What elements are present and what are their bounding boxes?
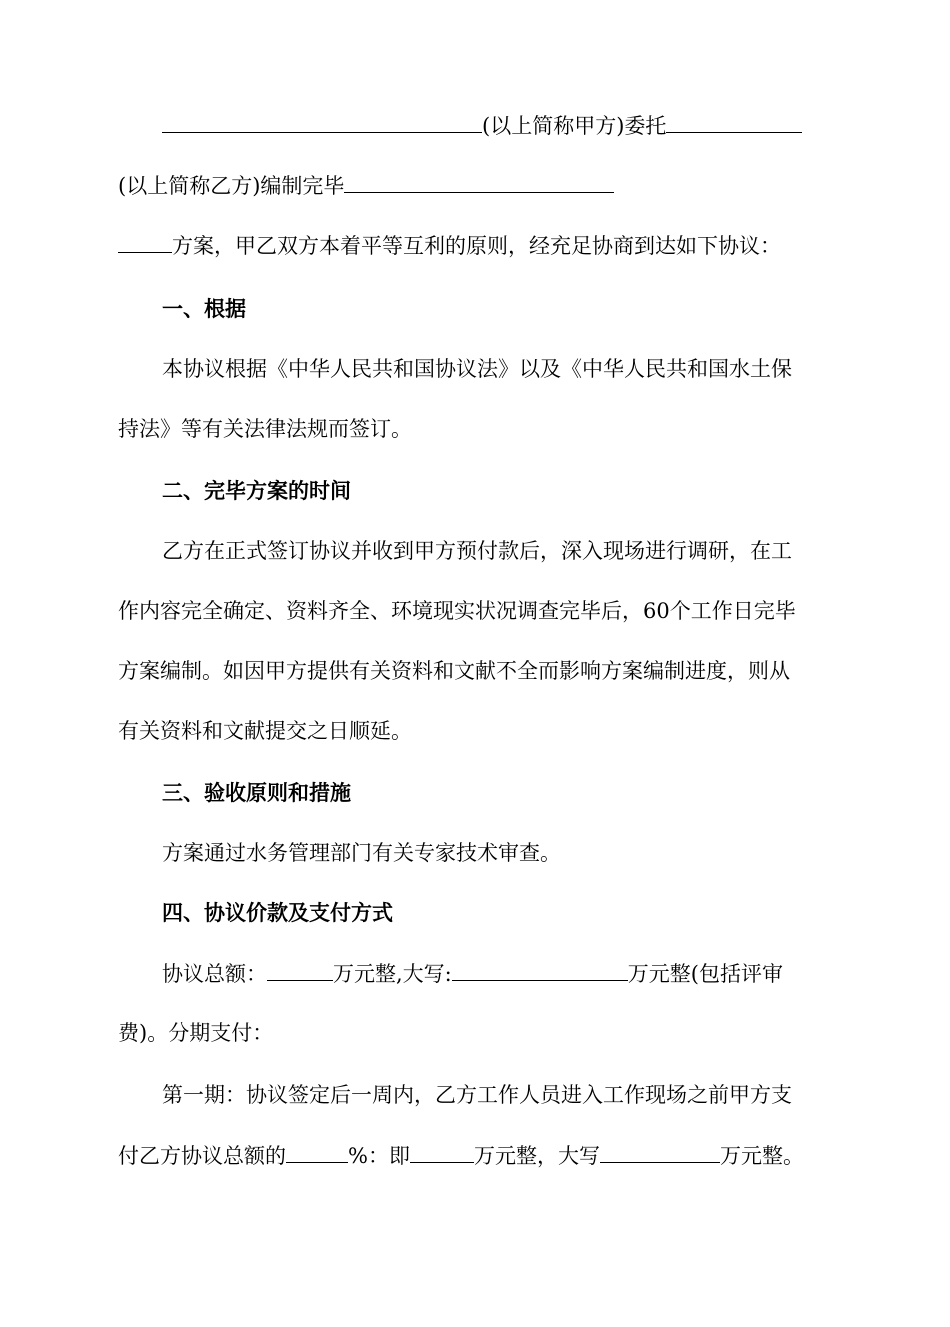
- contract-total-line-cont: 费)。分期支付：: [118, 1021, 274, 1045]
- phase-1-text: 付乙方协议总额的: [118, 1144, 286, 1168]
- total-amount-words-blank[interactable]: [452, 958, 628, 981]
- section-2-paragraph-line: 乙方在正式签订协议并收到甲方预付款后，深入现场进行调研，在工: [162, 539, 792, 563]
- intro-text-2: (以上简称乙方)编制完毕: [118, 174, 345, 198]
- intro-line-2: [118, 170, 830, 201]
- section-1-paragraph-line: 本协议根据《中华人民共和国协议法》以及《中华人民共和国水土保: [162, 357, 792, 381]
- phase-1-unit-text: 万元整，大写: [473, 1144, 600, 1168]
- plan-type-blank[interactable]: [118, 230, 172, 253]
- intro-line-1: [162, 110, 874, 141]
- section-1-heading: 一、根据: [162, 296, 246, 321]
- intro-line-3: [118, 230, 830, 261]
- section-2-heading: 二、完毕方案的时间: [162, 478, 351, 503]
- intro-text-3: 方案，甲乙双方本着平等互利的原则，经充足协商到达如下协议：: [172, 234, 781, 258]
- phase-1-suffix-text: 万元整。: [719, 1144, 804, 1168]
- section-2-paragraph-line: 有关资料和文献提交之日顺延。: [118, 719, 412, 743]
- phase-1-amount-line: [118, 1140, 830, 1171]
- intro-text-1: (以上简称甲方)委托: [482, 114, 667, 138]
- phase-1-percent-text: %：即: [348, 1144, 410, 1168]
- section-3-heading: 三、验收原则和措施: [162, 780, 351, 805]
- phase-1-percent-blank[interactable]: [286, 1140, 348, 1163]
- section-3-paragraph-line: 方案通过水务管理部门有关专家技术审查。: [162, 841, 561, 865]
- total-unit-text: 万元整,大写:: [333, 962, 452, 986]
- section-2-paragraph-line: 方案编制。如因甲方提供有关资料和文献不全而影响方案编制进度，则从: [118, 659, 790, 683]
- section-2-paragraph-line: 作内容完全确定、资料齐全、环境现实状况调查完毕后，60个工作日完毕: [118, 599, 796, 623]
- phase-1-line: 第一期：协议签定后一周内，乙方工作人员进入工作现场之前甲方支: [162, 1083, 792, 1107]
- total-amount-blank[interactable]: [267, 958, 333, 981]
- party-a-blank[interactable]: [162, 110, 482, 133]
- project-name-blank[interactable]: [344, 170, 614, 193]
- section-1-paragraph-line: 持法》等有关法律法规而签订。: [118, 417, 412, 441]
- phase-1-amount-blank[interactable]: [410, 1140, 474, 1163]
- contract-total-line: [162, 958, 874, 989]
- total-label: 协议总额：: [162, 962, 267, 986]
- phase-1-amount-words-blank[interactable]: [600, 1140, 720, 1163]
- section-4-heading: 四、协议价款及支付方式: [162, 900, 393, 925]
- party-b-blank[interactable]: [666, 110, 802, 133]
- total-suffix-text: 万元整(包括评审: [627, 962, 783, 986]
